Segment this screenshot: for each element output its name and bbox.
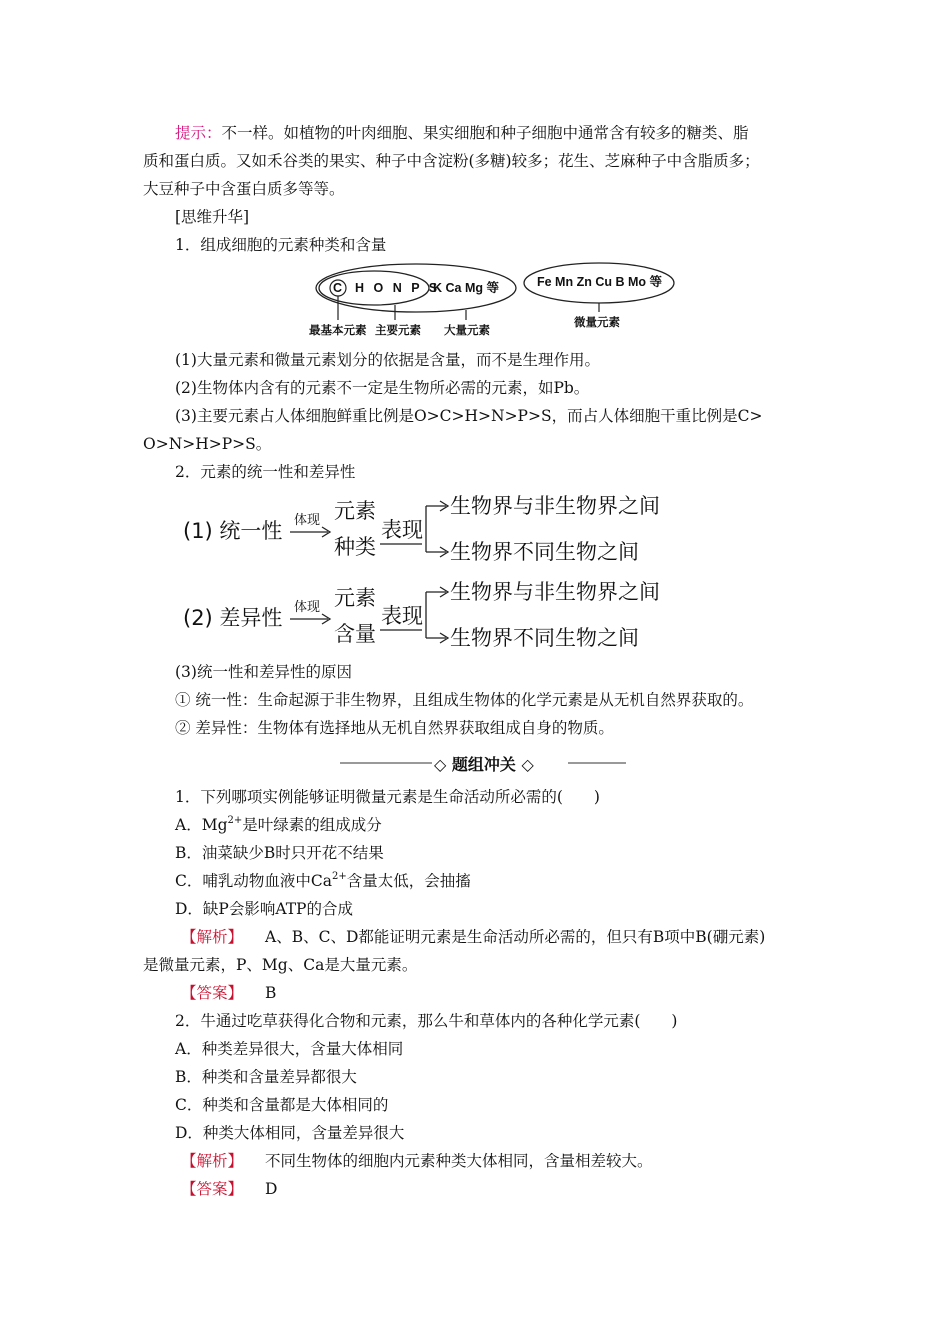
unity-label: (1) 统一性: [183, 519, 283, 543]
q2-option-d: D．种类大体相同，含量差异很大: [175, 1124, 405, 1142]
q1-analysis-line-1: 【解析】 A、B、C、D都能证明元素是生命活动所必需的，但只有B项中B(硼元素): [181, 928, 766, 946]
q2-analysis-tag: 【解析】: [181, 1152, 244, 1170]
label-macro-elements: 大量元素: [444, 323, 490, 337]
hint-line-1: 提示：不一样。如植物的叶肉细胞、果实细胞和种子细胞中通常含有较多的糖类、脂: [175, 124, 749, 142]
label-main-elements: 主要元素: [375, 323, 421, 337]
q2-option-a: A．种类差异很大，含量大体相同: [175, 1040, 404, 1058]
carbon-symbol: C: [333, 281, 343, 295]
hint-line-3: 大豆种子中含蛋白质多等等。: [143, 180, 345, 198]
practice-title: ◇ 题组冲关 ◇: [434, 755, 534, 774]
section1-title: 1．组成细胞的元素种类和含量: [175, 236, 387, 254]
note-3-cont: O>N>H>P>S。: [143, 435, 272, 453]
q1-option-d: D．缺P会影响ATP的合成: [175, 900, 353, 918]
diversity-branch-bottom: 生物界不同生物之间: [450, 626, 639, 650]
diversity-arrow-label: 体现: [294, 600, 321, 615]
diversity-show-label: 表现: [381, 604, 423, 628]
section2-title: 2．元素的统一性和差异性: [175, 463, 356, 481]
q1-analysis-tag: 【解析】: [181, 928, 244, 946]
unity-branch-top: 生物界与非生物界之间: [450, 494, 660, 518]
q1-option-c: C．哺乳动物血液中$Ca^{2+}$含量太低，会抽搐: [175, 870, 471, 890]
note-3: (3)主要元素占人体细胞鲜重比例是O>C>H>N>P>S，而占人体细胞干重比例是C>: [175, 407, 763, 425]
q2-analysis: 【解析】 不同生物体的细胞内元素种类大体相同，含量相差较大。: [181, 1152, 653, 1170]
macro-elements-text: K Ca Mg 等: [433, 281, 499, 295]
diversity-mid-bottom: 含量: [334, 622, 376, 646]
note-2: (2)生物体内含有的元素不一定是生物所必需的元素，如Pb。: [175, 379, 590, 397]
label-basic-element: 最基本元素: [309, 323, 367, 337]
unity-mid-bottom: 种类: [334, 535, 376, 559]
reason-unity: ① 统一性：生命起源于非生物界，且组成生物体的化学元素是从无机自然界获取的。: [175, 691, 754, 709]
unity-show-label: 表现: [381, 518, 423, 542]
thinking-heading: [思维升华]: [175, 208, 250, 226]
q2-stem: 2．牛通过吃草获得化合物和元素，那么牛和草体内的各种化学元素( ): [175, 1012, 678, 1030]
reason-title: (3)统一性和差异性的原因: [175, 663, 352, 681]
label-trace-elements: 微量元素: [574, 315, 620, 329]
q2-option-b: B．种类和含量差异都很大: [175, 1068, 357, 1086]
diversity-label: (2) 差异性: [183, 606, 283, 630]
q1-option-a: A．$Mg^{2+}$是叶绿素的组成成分: [175, 814, 382, 834]
q1-option-b: B．油菜缺少B时只开花不结果: [175, 844, 384, 862]
q2-answer: 【答案】 D: [181, 1180, 278, 1198]
q2-option-c: C．种类和含量都是大体相同的: [175, 1096, 389, 1114]
hint-label: 提示：: [175, 124, 222, 142]
q1-answer: 【答案】 B: [181, 984, 277, 1002]
q2-answer-tag: 【答案】: [181, 1180, 244, 1198]
reason-diversity: ② 差异性：生物体有选择地从无机自然界获取组成自身的物质。: [175, 719, 614, 737]
q1-analysis-line-2: 是微量元素，P、Mg、Ca是大量元素。: [143, 956, 418, 974]
unity-arrow-label: 体现: [294, 513, 321, 528]
major-elements-text: H O N P S: [355, 281, 438, 295]
unity-branch-bottom: 生物界不同生物之间: [450, 540, 639, 564]
diversity-mid-top: 元素: [334, 586, 376, 610]
q1-stem: 1．下列哪项实例能够证明微量元素是生命活动所必需的( ): [175, 788, 600, 806]
q1-answer-tag: 【答案】: [181, 984, 244, 1002]
trace-elements-text: Fe Mn Zn Cu B Mo 等: [537, 275, 662, 289]
hint-line-2: 质和蛋白质。又如禾谷类的果实、种子中含淀粉(多糖)较多；花生、芝麻种子中含脂质多；: [143, 152, 760, 170]
diversity-branch-top: 生物界与非生物界之间: [450, 580, 660, 604]
note-1: (1)大量元素和微量元素划分的依据是含量，而不是生理作用。: [175, 351, 600, 369]
unity-mid-top: 元素: [334, 499, 376, 523]
